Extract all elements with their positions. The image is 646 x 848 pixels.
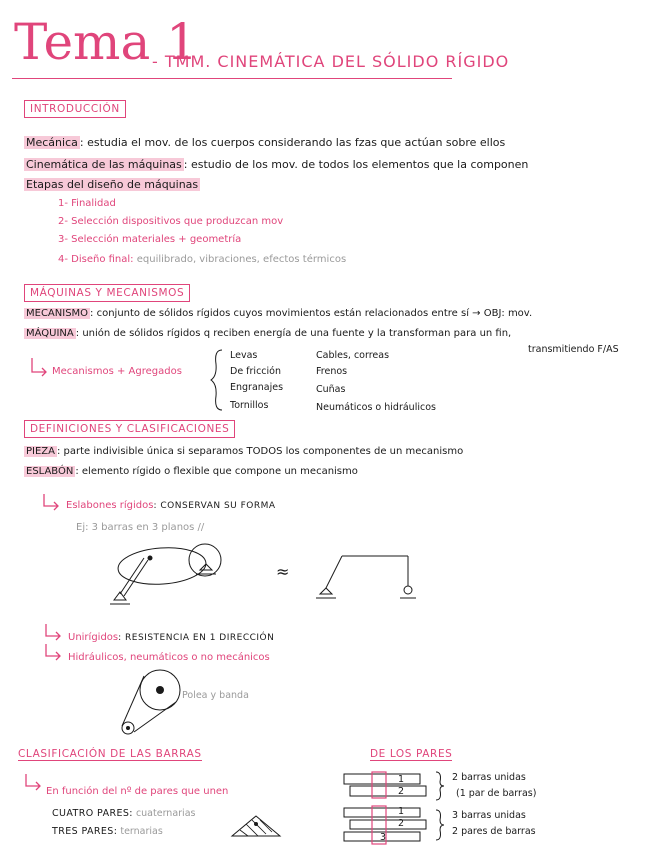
eslabon-line <box>24 466 358 477</box>
cuatro-pares-line: CUATRO PARES: cuaternarias <box>52 808 196 819</box>
mecanismo-line <box>24 308 532 319</box>
pares-desc-2a: 3 barras unidas <box>452 810 526 821</box>
mecanismo-term: MECANISMO <box>26 308 89 319</box>
arrow-corner-icon <box>42 494 62 514</box>
page-title: Tema 1 <box>14 13 198 71</box>
section-heading-pares: DE LOS PARES <box>370 748 453 760</box>
pieza-line <box>24 446 463 457</box>
mech-col2-3: Neumáticos o hidráulicos <box>316 402 436 413</box>
maquina-line <box>24 328 511 339</box>
arrow-corner-icon <box>44 624 64 644</box>
maquina-term: MÁQUINA <box>26 328 74 339</box>
maquina-def: : unión de sólidos rígidos q reciben energía de una fuente y la transforman para un fin, <box>75 328 512 339</box>
pares-label-2b: 2 <box>398 818 405 829</box>
title-underline <box>12 78 452 79</box>
unirigidos-line: Unirígidos: RESISTENCIA EN 1 DIRECCIÓN <box>68 632 275 643</box>
pares-label-3: 3 <box>380 832 387 843</box>
section-heading-maquinas: MÁQUINAS Y MECANISMOS <box>24 284 190 302</box>
pulley-belt-drawing <box>114 668 194 738</box>
ternary-bar-drawing <box>228 812 286 840</box>
etapa-1: 1- Finalidad <box>58 198 116 209</box>
hidraulicos-line: Hidráulicos, neumáticos o no mecánicos <box>68 652 270 663</box>
etapa-2: 2- Selección dispositivos que produzcan mov <box>58 216 284 227</box>
mech-col2-1: Frenos <box>316 366 348 377</box>
pares-desc-2b: 2 pares de barras <box>452 826 536 837</box>
mecanica-def: : estudia el mov. de los cuerpos considerando las fzas que actúan sobre ellos <box>79 136 506 149</box>
page-subtitle: - TMM. CINEMÁTICA DEL SÓLIDO RÍGIDO <box>152 52 510 71</box>
etapa-4: 4- Diseño final: equilibrado, vibraciones, efectos térmicos <box>58 254 347 265</box>
eslabon-term: ESLABÓN <box>26 466 74 477</box>
etapas-title: Etapas del diseño de máquinas <box>26 178 199 191</box>
approx-symbol: ≈ <box>276 562 290 581</box>
cinematica-def: : estudio de los mov. de todos los elementos que la componen <box>183 158 529 171</box>
ejemplo-text: Ej: 3 barras en 3 planos // <box>76 522 205 533</box>
maquina-line-2: transmitiendo F/AS <box>528 344 619 355</box>
pares-desc-1b: (1 par de barras) <box>456 788 537 799</box>
mech-col2-2: Cuñas <box>316 384 346 395</box>
pares-2-barras-drawing <box>344 770 428 804</box>
pares-label-2: 2 <box>398 786 405 797</box>
linkage-schematic-drawing <box>312 548 422 608</box>
funcion-pares-text: En función del nº de pares que unen <box>46 786 229 797</box>
brace-icon <box>434 770 444 802</box>
polea-label: Polea y banda <box>182 690 249 701</box>
mecanica-line <box>24 136 505 149</box>
rigidos-line: Eslabones rígidos: CONSERVAN SU FORMA <box>66 500 276 511</box>
four-bar-linkage-drawing <box>100 540 250 612</box>
etapa-3: 3- Selección materiales + geometría <box>58 234 242 245</box>
cinematica-line <box>24 158 528 171</box>
eslabon-def: : elemento rígido o flexible que compone un mecanismo <box>75 466 358 477</box>
mech-col2-0: Cables, correas <box>316 350 390 361</box>
pieza-def: : parte indivisible única si separamos TODOS los componentes de un mecanismo <box>57 446 464 457</box>
mech-col1-3: Tornillos <box>230 400 269 411</box>
mech-col1-1: De fricción <box>230 366 281 377</box>
section-heading-definiciones: DEFINICIONES Y CLASIFICACIONES <box>24 420 235 438</box>
brace-icon <box>434 808 444 842</box>
mecanismos-agregados-label: Mecanismos + Agregados <box>52 366 182 377</box>
section-heading-introduccion: INTRODUCCIÓN <box>24 100 126 118</box>
cinematica-term: Cinemática de las máquinas <box>26 158 182 171</box>
pieza-term: PIEZA <box>26 446 55 457</box>
arrow-corner-icon <box>44 644 64 664</box>
curly-brace-icon <box>210 348 224 412</box>
mecanismo-def: : conjunto de sólidos rígidos cuyos movimientos están relacionados entre sí → OBJ: mov. <box>90 308 533 319</box>
mech-col1-2: Engranajes <box>230 382 284 393</box>
mecanica-term: Mecánica <box>26 136 78 149</box>
pares-label-1b: 1 <box>398 806 405 817</box>
section-heading-barras: CLASIFICACIÓN DE LAS BARRAS <box>18 748 202 760</box>
pares-label-1: 1 <box>398 774 405 785</box>
tres-pares-line: TRES PARES: ternarias <box>52 826 163 837</box>
mech-col1-0: Levas <box>230 350 258 361</box>
arrow-corner-icon <box>24 774 44 794</box>
pares-desc-1a: 2 barras unidas <box>452 772 526 783</box>
arrow-corner-icon <box>30 358 50 378</box>
